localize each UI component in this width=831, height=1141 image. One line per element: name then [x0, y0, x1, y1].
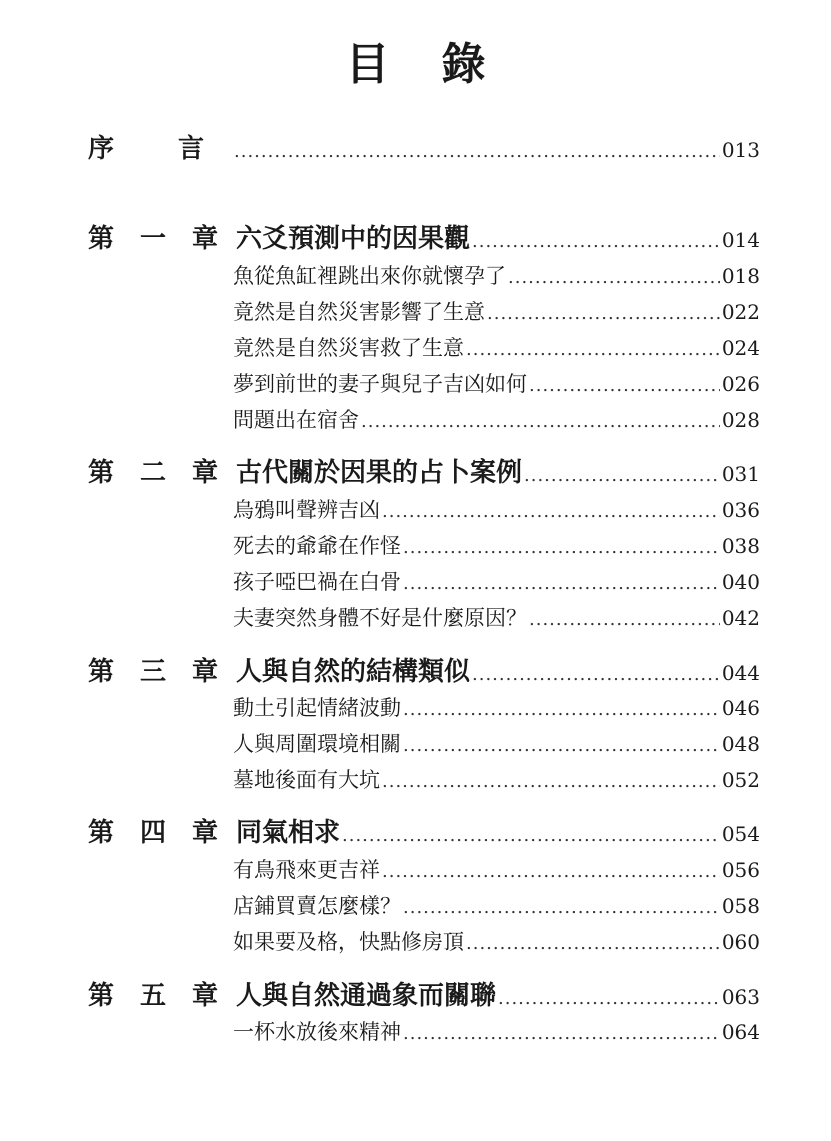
- dot-leader: [234, 141, 720, 162]
- preface-label: 序 言: [88, 134, 204, 164]
- page-number: 036: [721, 498, 760, 522]
- section-title: 人與周圍環境相關: [233, 732, 401, 756]
- section-title: 一杯水放後來精神: [233, 1020, 401, 1044]
- toc-entry-section[interactable]: [233, 890, 760, 920]
- section-title: 動土引起情緒波動: [233, 696, 401, 720]
- toc-entry-chapter-1[interactable]: [88, 218, 760, 255]
- title-char-1: 目: [345, 39, 390, 90]
- chapter-title: 人與自然通過象而關聯: [236, 981, 497, 1011]
- dot-leader: [382, 861, 720, 882]
- toc-entry-chapter-3[interactable]: [88, 651, 760, 688]
- page-number: 038: [721, 534, 760, 558]
- chapter-label: 第 三 章: [88, 657, 218, 687]
- chapter-title: 人與自然的結構類似: [236, 657, 471, 687]
- page-number: 014: [721, 228, 760, 252]
- dot-leader: [466, 339, 720, 360]
- page-number: 063: [721, 985, 760, 1009]
- page-number: 046: [721, 696, 760, 720]
- dot-leader: [487, 303, 720, 324]
- dot-leader: [524, 465, 720, 486]
- chapter-label: 第 一 章: [88, 224, 218, 254]
- dot-leader: [466, 933, 720, 954]
- toc-entry-chapter-2[interactable]: [88, 452, 760, 489]
- page-number: 064: [721, 1020, 760, 1044]
- section-title: 店鋪買賣怎麼樣？: [233, 894, 401, 918]
- dot-leader: [403, 537, 720, 558]
- toc-entry-section[interactable]: [233, 728, 760, 758]
- toc-entry-chapter-4[interactable]: [88, 812, 760, 849]
- dot-leader: [529, 375, 720, 396]
- dot-leader: [403, 735, 720, 756]
- toc-entry-section[interactable]: [233, 530, 760, 560]
- chapter-label: 第 二 章: [88, 458, 218, 488]
- page-number: 058: [721, 894, 760, 918]
- toc-entry-section[interactable]: [233, 566, 760, 596]
- section-title: 死去的爺爺在作怪: [233, 534, 401, 558]
- section-title: 孩子啞巴禍在白骨: [233, 570, 401, 594]
- section-title: 夫妻突然身體不好是什麼原因？: [233, 606, 527, 630]
- chapter-title: 六爻預測中的因果觀: [236, 224, 471, 254]
- toc-entry-section[interactable]: [233, 602, 760, 632]
- page-number: 022: [721, 300, 760, 324]
- section-title: 魚從魚缸裡跳出來你就懷孕了: [233, 264, 506, 288]
- toc-entry-section[interactable]: [233, 494, 760, 524]
- toc-entry-section[interactable]: [233, 368, 760, 398]
- toc-entry-section[interactable]: [233, 854, 760, 884]
- title-char-2: 錄: [441, 39, 486, 90]
- page-number: 042: [721, 606, 760, 630]
- section-title: 竟然是自然災害影響了生意: [233, 300, 485, 324]
- dot-leader: [382, 501, 720, 522]
- dot-leader: [472, 231, 720, 252]
- page-number: 024: [721, 336, 760, 360]
- section-title: 有鳥飛來更吉祥: [233, 858, 380, 882]
- section-title: 烏鴉叫聲辨吉凶: [233, 498, 380, 522]
- chapter-label: 第 五 章: [88, 981, 218, 1011]
- page-number: 044: [721, 661, 760, 685]
- toc-entry-section[interactable]: [233, 260, 760, 290]
- toc-entry-section[interactable]: [233, 1016, 760, 1046]
- dot-leader: [403, 573, 720, 594]
- page-number: 052: [721, 768, 760, 792]
- chapter-label: 第 四 章: [88, 818, 218, 848]
- page-number: 013: [721, 138, 760, 162]
- page-title: [0, 28, 831, 92]
- dot-leader: [498, 988, 720, 1009]
- dot-leader: [403, 699, 720, 720]
- dot-leader: [508, 267, 720, 288]
- chapter-title: 古代關於因果的占卜案例: [236, 458, 523, 488]
- toc-entry-section[interactable]: [233, 332, 760, 362]
- dot-leader: [529, 609, 720, 630]
- toc-entry-chapter-5[interactable]: [88, 975, 760, 1012]
- page-number: 028: [721, 408, 760, 432]
- dot-leader: [403, 1023, 720, 1044]
- page-number: 040: [721, 570, 760, 594]
- section-title: 夢到前世的妻子與兒子吉凶如何: [233, 372, 527, 396]
- section-title: 如果要及格，快點修房頂: [233, 930, 464, 954]
- section-title: 竟然是自然災害救了生意: [233, 336, 464, 360]
- chapter-title: 同氣相求: [236, 818, 341, 848]
- page-number: 060: [721, 930, 760, 954]
- toc-entry-section[interactable]: [233, 692, 760, 722]
- section-title: 墓地後面有大坑: [233, 768, 380, 792]
- page-number: 018: [721, 264, 760, 288]
- toc-entry-section[interactable]: [233, 296, 760, 326]
- dot-leader: [361, 411, 720, 432]
- section-title: 問題出在宿舍: [233, 408, 359, 432]
- dot-leader: [403, 897, 720, 918]
- page-number: 056: [721, 858, 760, 882]
- toc-entry-section[interactable]: [233, 926, 760, 956]
- page-number: 054: [721, 822, 760, 846]
- toc-entry-section[interactable]: [233, 404, 760, 434]
- toc-entry-section[interactable]: [233, 764, 760, 794]
- page-number: 031: [721, 462, 760, 486]
- dot-leader: [382, 771, 720, 792]
- dot-leader: [472, 664, 720, 685]
- page-number: 026: [721, 372, 760, 396]
- page-number: 048: [721, 732, 760, 756]
- dot-leader: [342, 825, 720, 846]
- toc-entry-preface[interactable]: [88, 128, 760, 165]
